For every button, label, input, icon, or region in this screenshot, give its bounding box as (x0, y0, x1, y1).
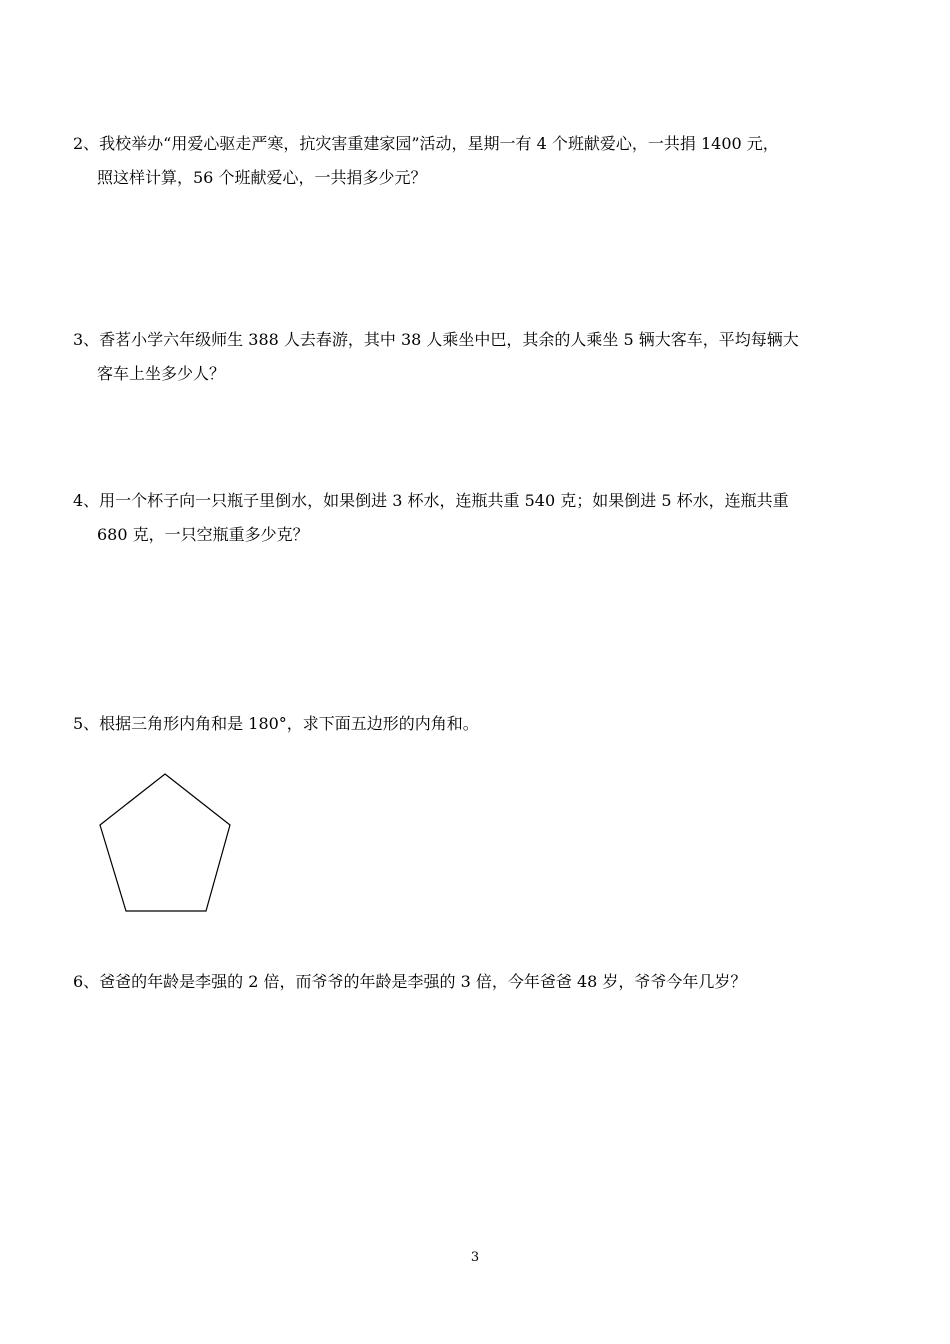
page-number: 3 (470, 1250, 480, 1265)
problem-4-line-2: 680 克，一只空瓶重多少克？ (97, 525, 309, 544)
problem-3-line-2: 客车上坐多少人？ (97, 364, 226, 383)
problem-3 (73, 323, 885, 391)
problem-5-line-1: 5、根据三角形内角和是 180°，求下面五边形的内角和。 (73, 714, 479, 733)
problem-2 (73, 127, 885, 195)
problem-5 (73, 707, 885, 741)
problem-4 (73, 484, 885, 552)
problem-4-line-1: 4、用一个杯子向一只瓶子里倒水，如果倒进 3 杯水，连瓶共重 540 克；如果倒进 5 杯水，连瓶共重 (73, 491, 789, 510)
pentagon-figure (98, 772, 234, 914)
problem-3-line-1: 3、香茗小学六年级师生 388 人去春游，其中 38 人乘坐中巴，其余的人乘坐 5 辆大客车，平均每辆大 (73, 330, 799, 349)
problem-2-line-2: 照这样计算，56 个班献爱心，一共捐多少元？ (97, 168, 427, 187)
problem-2-line-1: 2、我校举办“用爱心驱走严寒，抗灾害重建家园”活动，星期一有 4 个班献爱心，一共捐 1400 元， (73, 134, 779, 153)
problem-6-line-1: 6、爸爸的年龄是李强的 2 倍，而爷爷的年龄是李强的 3 倍，今年爸爸 48 岁，爷爷今年几岁？ (73, 972, 747, 991)
problem-6 (73, 965, 885, 999)
pentagon-outline (100, 774, 230, 911)
